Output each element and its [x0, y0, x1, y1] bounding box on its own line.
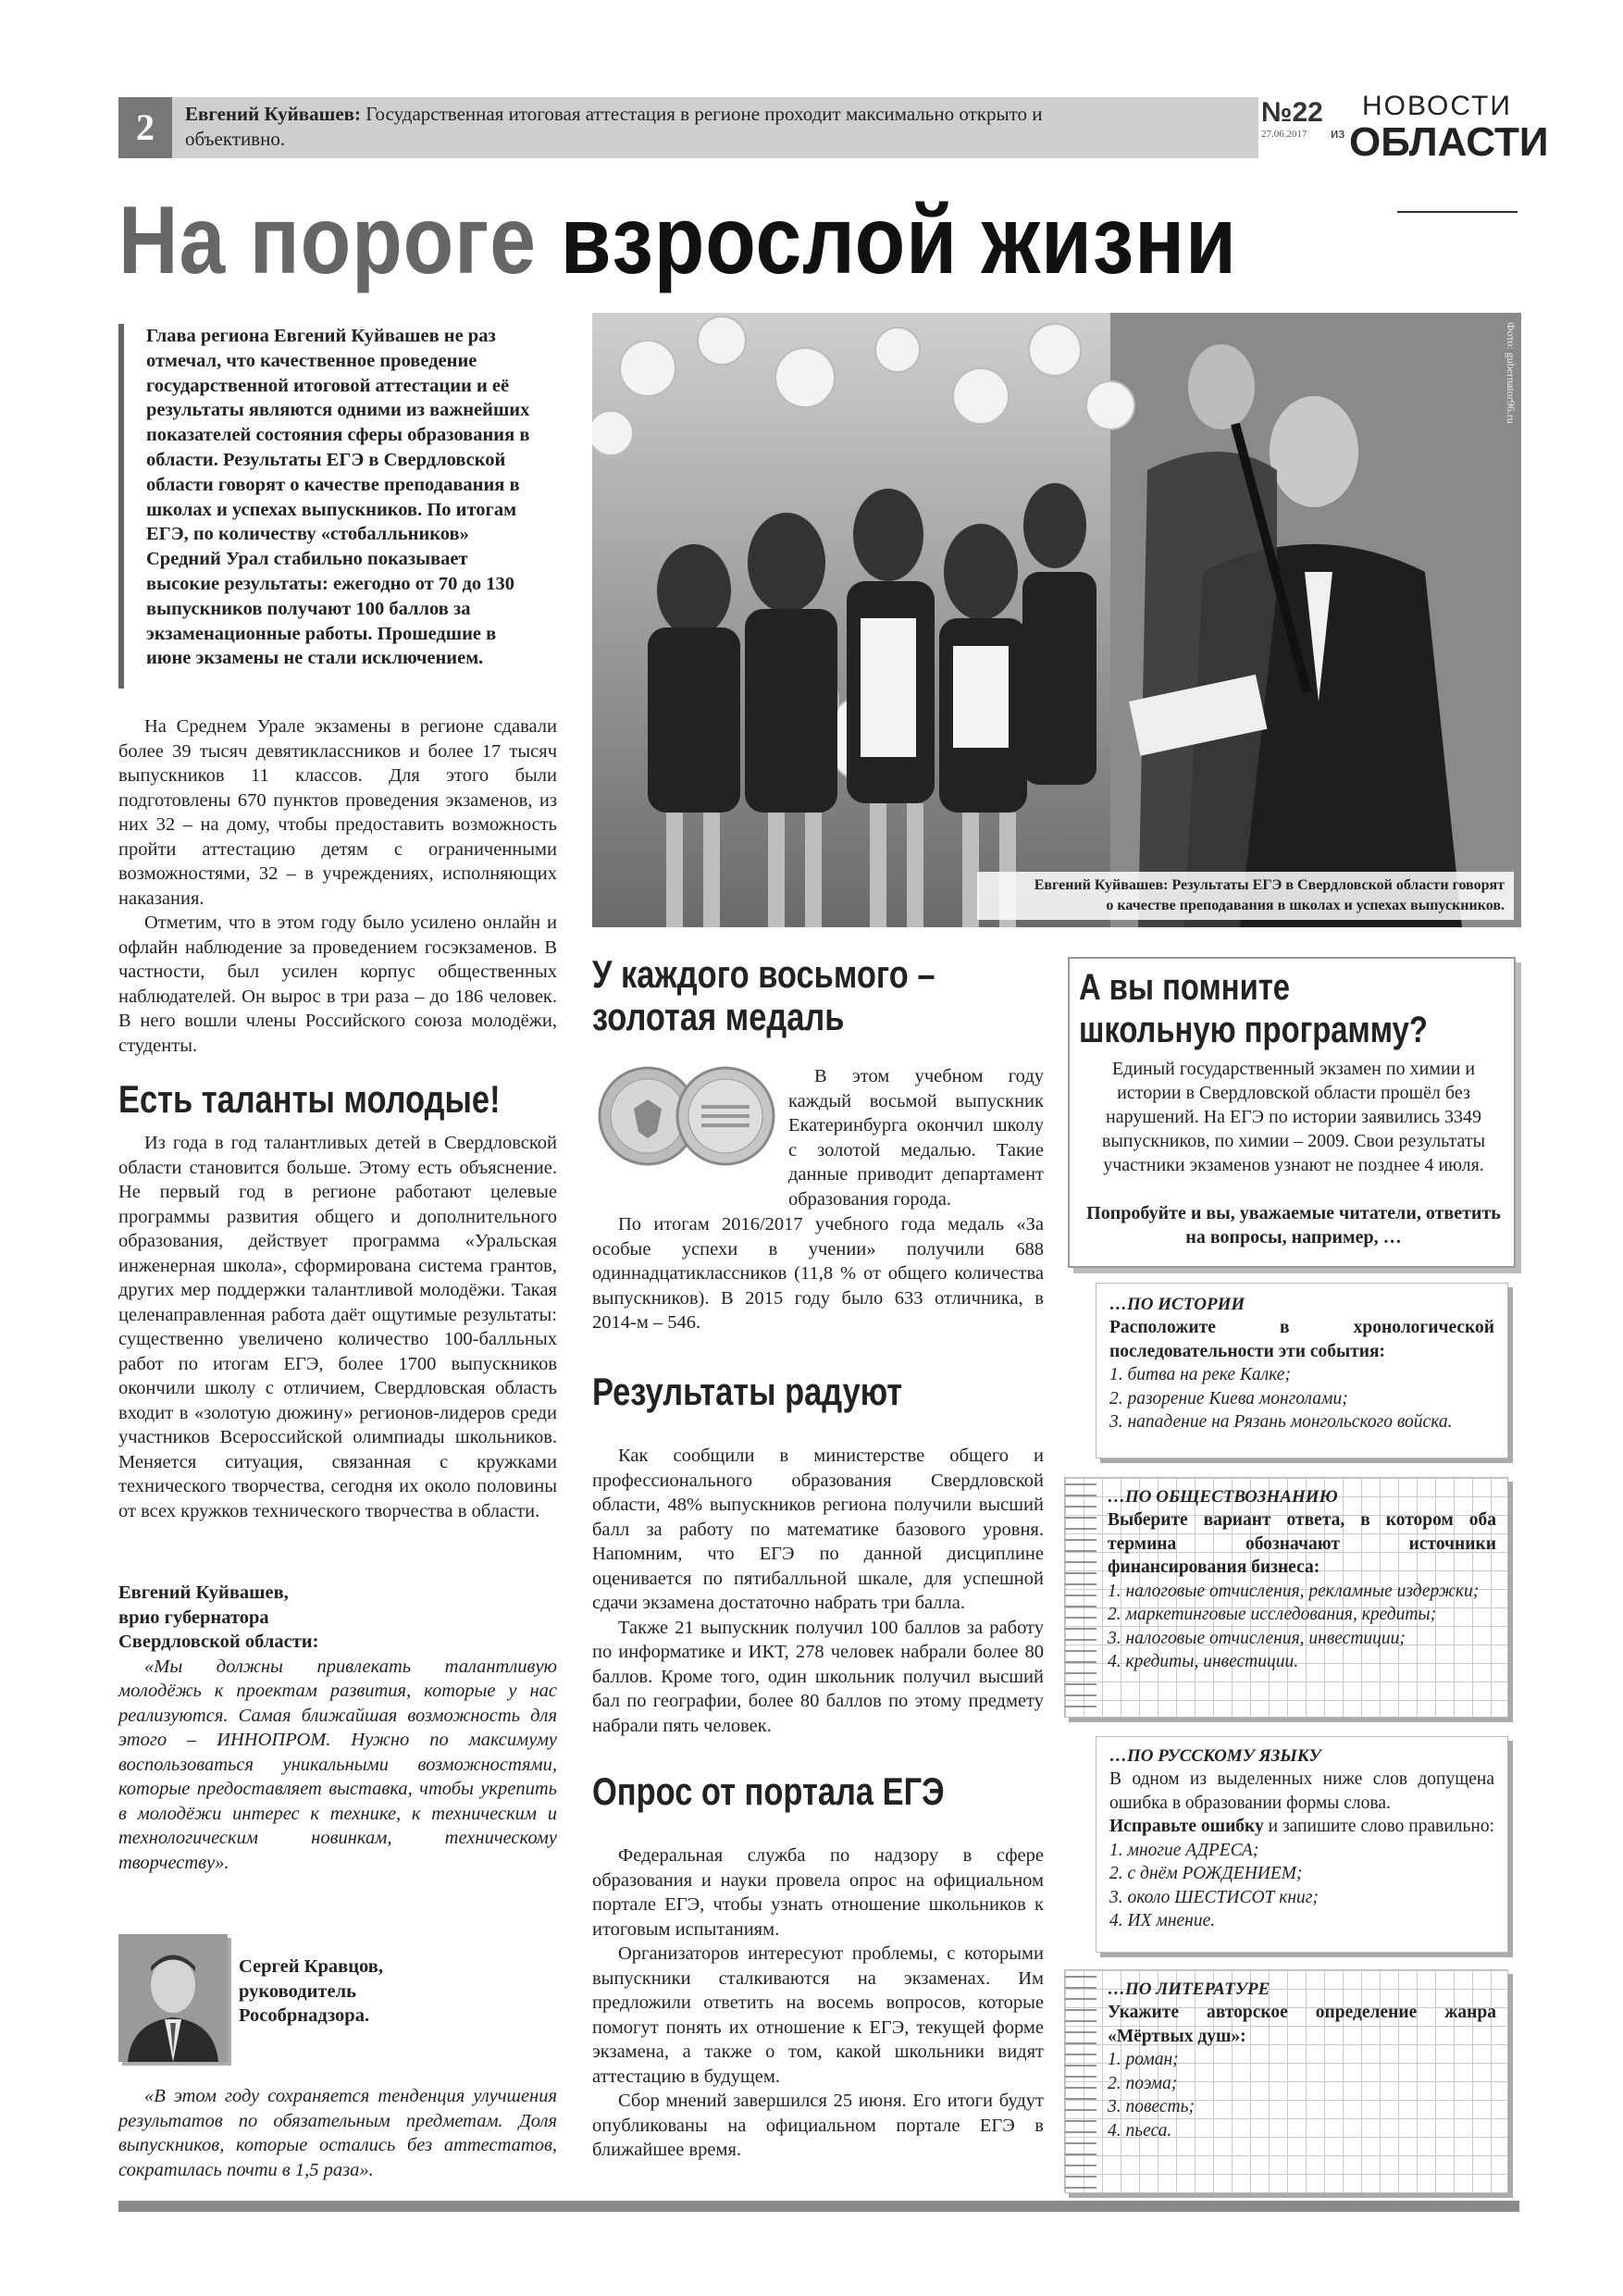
- quiz-intro-text: Единый государственный экзамен по химии и истории в Свердловской области прошёл без нарушений. На ЕГЭ по истории заявились 3349 выпускников, по химии – 2009. Свои результаты участники экзаменов узнают не позднее 4 июля.: [1101, 1059, 1486, 1175]
- paragraph: Из года в год талантливых детей в Свердловской области становится больше. Этому есть объяснение. Не первый год в регионе работают целевые программы развития общего и дополнительного образования, действует программа «Уральская инженерная школа», сформирована система грантов, других мер поддержки талантливой молодёжи. Такая целенаправленная работа даёт ощутимые результаты: существенно увеличено количество 100-балльных работ по итогам ЕГЭ, более 1700 выпускников окончили школу с отличием, Свердловская область входит в «золотую дюжину» регионов-лидеров среди участников Всероссийской олимпиады школьников. Меняется ситуация, связанная с кружками технического творчества, сегодня их около половины от всех кружков технического творчества в области.: [118, 1133, 557, 1521]
- sig-name: Евгений Куйвашев,: [118, 1582, 289, 1603]
- paragraph: Сбор мнений завершился 25 июня. Его итоги будут опубликованы на официальном портале ЕГЭ в ближайшее время.: [592, 2091, 1044, 2160]
- quiz-card-social: [1064, 1477, 1508, 1718]
- column-1-body: [118, 714, 557, 1058]
- results-body: [592, 1444, 1044, 1738]
- card-heading: …ПО ЛИТЕРАТУРЕ: [1108, 1980, 1270, 1999]
- photo-caption: [977, 872, 1514, 920]
- card-answer: 3. нападение на Рязань монгольского войска.: [1109, 1412, 1453, 1432]
- heading-talents: Есть таланты молодые!: [118, 1077, 501, 1121]
- heading-results: Результаты радуют: [592, 1370, 903, 1413]
- signature-kuyvashev: [118, 1581, 557, 1875]
- sig-role: врио губернатора: [118, 1607, 269, 1628]
- medal-body: [592, 1212, 1044, 1335]
- spiral-binding: [1065, 1970, 1096, 2192]
- heading-medal-line: У каждого восьмого –: [592, 952, 935, 996]
- paragraph: Отметим, что в этом году было усилено онлайн и офлайн наблюдение за проведением госэкзаменов. В частности, был усилен корпус общественных наблюдателей. Он вырос в три раза – до 186 человек. В него вошли члены Российского союза молодёжи, студенты.: [118, 912, 557, 1056]
- card-question-bold: Исправьте ошибку: [1109, 1817, 1264, 1836]
- bottom-rule: [118, 2201, 1519, 2212]
- medal-intro: [788, 1064, 1044, 1211]
- logo-top: НОВОСТИ: [1362, 91, 1512, 121]
- paragraph: Федеральная служба по надзору в сфере образования и науки провела опрос на официальном портале ЕГЭ, чтобы узнать отношение школьников к итоговым испытаниям.: [592, 1845, 1044, 1940]
- card-answer: 3. около ШЕСТИСОТ книг;: [1109, 1887, 1319, 1907]
- quiz-prompt: Попробуйте и вы, уважаемые читатели, ответить на вопросы, например, …: [1086, 1203, 1501, 1247]
- card-question: Укажите авторское определение жанра «Мёртвых душ»:: [1108, 2003, 1496, 2046]
- quote-kravtsov-block: [118, 2084, 557, 2182]
- issue-date: 27.06.2017: [1261, 129, 1307, 140]
- sig-name: Сергей Кравцов,: [239, 1956, 383, 1977]
- card-answer: 4. пьеса.: [1108, 2120, 1172, 2141]
- card-answer: 1. налоговые отчисления, рекламные издержки;: [1108, 1581, 1480, 1601]
- heading-medal: [592, 953, 1036, 1038]
- card-answer: 3. повесть;: [1108, 2097, 1195, 2116]
- title-rule: [1397, 211, 1518, 213]
- quiz-card-history: [1096, 1283, 1508, 1458]
- card-answer: 2. поэма;: [1108, 2073, 1178, 2093]
- signature-kravtsov: [239, 1955, 553, 2029]
- sig-role: Свердловской области:: [118, 1632, 319, 1652]
- header-lead: [185, 102, 1110, 152]
- sig-role: Рособрнадзора.: [239, 2005, 370, 2026]
- card-heading: …ПО РУССКОМУ ЯЗЫКУ: [1109, 1746, 1321, 1766]
- heading-poll: Опрос от портала ЕГЭ: [592, 1769, 945, 1813]
- issue-box: [1261, 97, 1322, 158]
- photo-credit: Фото: gubernator96.ru: [1505, 322, 1518, 424]
- card-heading: …ПО ИСТОРИИ: [1109, 1295, 1245, 1314]
- card-answer: 4. кредиты, инвестиции.: [1108, 1652, 1299, 1671]
- paragraph: Также 21 выпускник получил 100 баллов за работу по информатике и ИКТ, 278 человек набрали более 80 баллов. Кроме того, один школьник получил высший бал по географии, более 80 баллов по этому предмету набрали пять человек.: [592, 1617, 1044, 1736]
- card-answer: 2. с днём РОЖДЕНИЕМ;: [1109, 1864, 1303, 1883]
- paragraph: В этом учебном году каждый восьмой выпускник Екатеринбурга окончил школу с золотой медалью. Такие данные приводит департамент образования города.: [788, 1066, 1044, 1210]
- header-lead-name: Евгений Куйвашев:: [185, 103, 362, 125]
- quiz-title-line: школьную программу?: [1079, 1010, 1428, 1050]
- card-answer: 1. битва на реке Калке;: [1109, 1365, 1291, 1384]
- card-answer: 3. налоговые отчисления, инвестиции;: [1108, 1628, 1406, 1648]
- quiz-card-literature: [1064, 1969, 1508, 2193]
- intro-text: Глава региона Евгений Куйвашев не раз отмечал, что качественное проведение государственной итоговой аттестации и её результаты являются одними из важнейших показателей состояния сферы образования в области. Результаты ЕГЭ в Свердловской области говорят о качестве преподавания в школах и успехах выпускников. По итогам ЕГЭ, по количеству «стобалльников» Средний Урал стабильно показывает высокие результаты: ежегодно от 70 до 130 выпускников получают 100 баллов за экзаменационные работы. Прошедшие в июне экзамены не стали исключением.: [146, 326, 530, 669]
- photo-illustration: [592, 313, 1521, 927]
- caption-line: Евгений Куйвашев: Результаты ЕГЭ в Свердловской области говорят: [1034, 877, 1505, 893]
- main-photo: [592, 313, 1521, 927]
- newspaper-logo: [1331, 91, 1549, 165]
- card-question: Выберите вариант ответа, в котором оба термина обозначают источники финансирования бизнеса:: [1108, 1510, 1496, 1577]
- caption-line: о качестве преподавания в школах и успехах выпускников.: [1106, 898, 1505, 913]
- title-light: На пороге: [118, 187, 537, 294]
- quote-kuyvashev: «Мы должны привлекать талантливую молодёжь к проектам развития, которые у нас реализуются. Самая ближайшая возможность для этого – ИННОПРОМ. Нужно по максимуму воспользоваться уникальными возможностями, которые предоставляет выставка, чтобы укрепить в молодёжи интерес к технике, к техническим и технологическим новинкам, техническому творчеству».: [118, 1656, 557, 1873]
- page-title: [118, 185, 1237, 296]
- card-answer: 2. маркетинговые исследования, кредиты;: [1108, 1605, 1437, 1624]
- portrait-kravtsov: [118, 1934, 228, 2062]
- card-question: и запишите слово правильно:: [1263, 1817, 1494, 1836]
- card-heading: …ПО ОБЩЕСТВОЗНАНИЮ: [1108, 1487, 1338, 1507]
- card-answer: 1. многие АДРЕСА;: [1109, 1840, 1259, 1860]
- paragraph: По итогам 2016/2017 учебного года медаль «За особые успехи в учении» получили 688 одиннадцатиклассников (11,8 % от общего количества выпускников). В 2015 году было 633 отличника, в 2014-м – 546.: [592, 1214, 1044, 1333]
- card-answer: 1. роман;: [1108, 2050, 1179, 2069]
- heading-medal-line: золотая медаль: [592, 995, 845, 1038]
- quiz-card-russian: [1096, 1736, 1508, 1953]
- paragraph: На Среднем Урале экзамены в регионе сдавали более 39 тысяч девятиклассников и более 17 тысяч выпускников 11 классов. Для этого были подготовлены 670 пунктов проведения экзаменов, из них 32 – на дому, чтобы предоставить возможность пройти аттестацию детям с ограниченными возможностями, 32 – в учреждениях, исполняющих наказания.: [118, 716, 557, 909]
- logo-bottom: ОБЛАСТИ: [1349, 119, 1549, 165]
- card-answer: 2. разорение Киева монголами;: [1109, 1388, 1348, 1409]
- logo-small: из: [1331, 126, 1345, 142]
- issue-number: №22: [1261, 97, 1323, 128]
- card-question: Расположите в хронологической последовательности эти события:: [1109, 1318, 1494, 1361]
- card-question: В одном из выделенных ниже слов допущена ошибка в образовании формы слова.: [1109, 1769, 1494, 1813]
- title-dark: взрослой жизни: [560, 187, 1237, 294]
- quiz-intro-box: [1068, 957, 1516, 1268]
- quiz-title-line: А вы помните: [1079, 967, 1291, 1008]
- talents-body: [118, 1131, 557, 1523]
- intro-block: [118, 324, 544, 689]
- sig-role: руководитель: [239, 1980, 356, 2002]
- card-answer: 4. ИХ мнение.: [1109, 1911, 1216, 1930]
- spiral-binding: [1065, 1478, 1096, 1717]
- page-number: 2: [118, 97, 172, 158]
- paragraph: Как сообщили в министерстве общего и профессионального образования Свердловской области, 48% выпускников региона получили высший балл за работу по математике базового уровня. Напомним, что ЕГЭ по данной дисциплине оценивается по пятибалльной шкале, для успешной сдачи экзамена достаточно набрать три балла.: [592, 1446, 1044, 1613]
- paragraph: Организаторов интересуют проблемы, с которыми выпускники сталкиваются на экзаменах. Им предложили ответить на восемь вопросов, которые помогут понять их отношение к ЕГЭ, текущей форме экзамена, а также о том, какой школьники видят аттестацию в будущем.: [592, 1943, 1044, 2087]
- quote-kravtsov: «В этом году сохраняется тенденция улучшения результатов по обязательным предметам. Доля выпускников, которые остались без аттестатов, сократилась почти в 1,5 раза».: [118, 2086, 557, 2180]
- medals-image: [592, 1062, 777, 1166]
- header-lead-text: Государственная итоговая аттестация в регионе проходит максимально открыто и объективно.: [185, 103, 1043, 150]
- poll-body: [592, 1843, 1044, 2163]
